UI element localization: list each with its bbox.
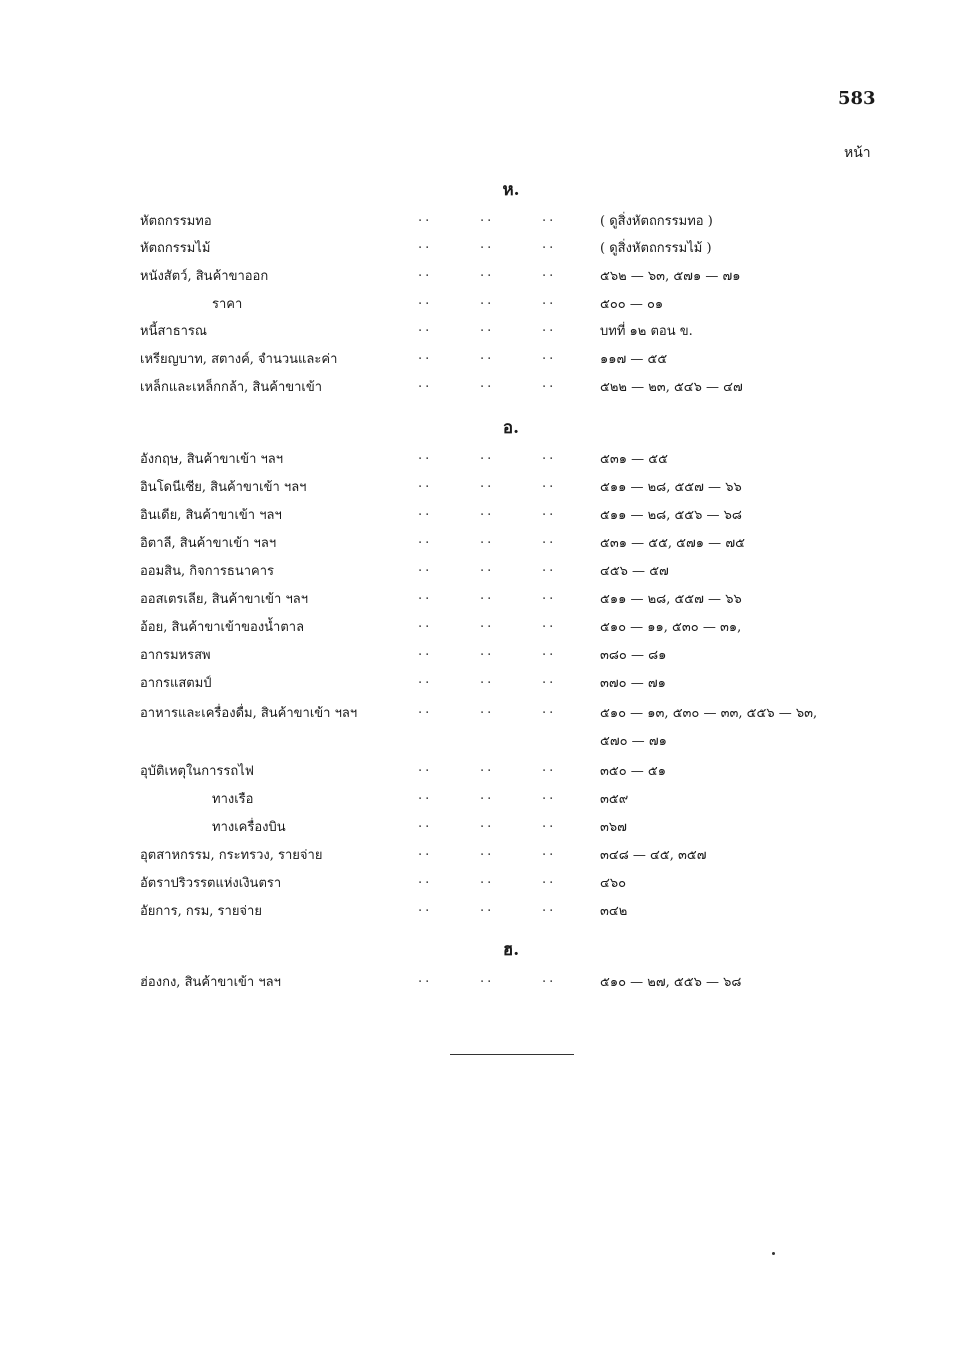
- entry-term: หัตถกรรมไม้: [140, 241, 211, 256]
- index-entry: [0, 788, 966, 814]
- index-entry: [0, 844, 966, 870]
- dot-leader: ..: [480, 616, 495, 631]
- dot-leader: ..: [542, 844, 557, 859]
- dot-leader: ..: [542, 816, 557, 831]
- index-entry: [0, 504, 966, 530]
- dot-leader: ..: [542, 760, 557, 775]
- entry-pages: ๕๑๐ — ๑๑, ๕๓๐ — ๓๑,: [600, 620, 742, 635]
- dot-leader: ..: [418, 900, 433, 915]
- index-entry: [0, 971, 966, 997]
- entry-pages: ๕๗๐ — ๗๑: [600, 734, 667, 749]
- dot-leader: ..: [418, 788, 433, 803]
- entry-term: อากรแสตมป์: [140, 676, 212, 691]
- entry-term: หนังสัตว์, สินค้าขาออก: [140, 269, 269, 284]
- dot-leader: ..: [480, 560, 495, 575]
- entry-pages: ๕๐๐ — ๐๑: [600, 297, 664, 312]
- index-entry: [0, 320, 966, 346]
- entry-pages: ๓๔๒: [600, 904, 628, 919]
- dot-leader: ..: [418, 644, 433, 659]
- dot-leader: ..: [480, 532, 495, 547]
- entry-pages: ๑๑๗ — ๕๕: [600, 352, 668, 367]
- entry-term: อินเดีย, สินค้าขาเข้า ฯลฯ: [140, 508, 282, 523]
- dot-leader: ..: [542, 504, 557, 519]
- dot-leader: ..: [480, 971, 495, 986]
- dot-leader: ..: [418, 376, 433, 391]
- index-entry: [0, 348, 966, 374]
- dot-leader: ..: [480, 844, 495, 859]
- entry-pages: ๓๗๐ — ๗๑: [600, 676, 666, 691]
- dot-leader: ..: [542, 971, 557, 986]
- dot-leader: ..: [542, 560, 557, 575]
- entry-term: อังกฤษ, สินค้าขาเข้า ฯลฯ: [140, 452, 284, 467]
- dot-leader: ..: [480, 788, 495, 803]
- dot-leader: ..: [418, 844, 433, 859]
- entry-pages: ๕๓๑ — ๕๕: [600, 452, 668, 467]
- entry-pages: ( ดูสิ่งหัตถกรรมทอ ): [600, 214, 713, 229]
- entry-term: ราคา: [212, 297, 243, 312]
- entry-term: เหล็กและเหล็กกล้า, สินค้าขาเข้า: [140, 380, 323, 395]
- index-entry: [0, 872, 966, 898]
- index-entry: [0, 702, 966, 728]
- dot-leader: ..: [542, 644, 557, 659]
- dot-leader: ..: [542, 448, 557, 463]
- dot-leader: ..: [480, 872, 495, 887]
- dot-leader: ..: [418, 672, 433, 687]
- page-label: หน้า: [844, 145, 871, 161]
- dot-leader: ..: [480, 448, 495, 463]
- dot-leader: ..: [480, 320, 495, 335]
- entry-pages: ๕๑๑ — ๒๘, ๕๕๖ — ๖๘: [600, 508, 742, 523]
- entry-term: เหรียญบาท, สตางค์, จำนวนและค่า: [140, 352, 338, 367]
- dot-leader: ..: [480, 644, 495, 659]
- dot-leader: ..: [480, 265, 495, 280]
- entry-pages: ๓๕๐ — ๕๑: [600, 764, 667, 779]
- dot-leader: ..: [542, 376, 557, 391]
- end-rule: [450, 1054, 574, 1055]
- dot-leader: ..: [480, 702, 495, 717]
- entry-term: อากรมหรสพ: [140, 648, 211, 663]
- entry-term: อาหารและเครื่องดื่ม, สินค้าขาเข้า ฯลฯ: [140, 706, 358, 721]
- dot-leader: ..: [542, 320, 557, 335]
- section-header-h: ห.: [502, 180, 520, 200]
- dot-leader: ..: [542, 588, 557, 603]
- index-entry: [0, 816, 966, 842]
- speck-mark: [772, 1252, 775, 1255]
- dot-leader: ..: [542, 265, 557, 280]
- dot-leader: ..: [480, 293, 495, 308]
- dot-leader: ..: [542, 210, 557, 225]
- entry-pages: บทที่ ๑๒ ตอน ข.: [600, 324, 693, 339]
- dot-leader: ..: [480, 588, 495, 603]
- dot-leader: ..: [418, 448, 433, 463]
- dot-leader: ..: [542, 348, 557, 363]
- index-entry: [0, 376, 966, 402]
- index-entry: [0, 560, 966, 586]
- index-entry: [0, 237, 966, 263]
- index-entry: [0, 476, 966, 502]
- dot-leader: ..: [418, 971, 433, 986]
- entry-term: อัตราปริวรรตแห่งเงินตรา: [140, 876, 282, 891]
- index-entry: [0, 588, 966, 614]
- dot-leader: ..: [418, 532, 433, 547]
- entry-term: ออมสิน, กิจการธนาคาร: [140, 564, 275, 579]
- entry-term: อินโดนีเซีย, สินค้าขาเข้า ฯลฯ: [140, 480, 307, 495]
- index-entry: [0, 730, 966, 756]
- dot-leader: ..: [418, 702, 433, 717]
- dot-leader: ..: [418, 816, 433, 831]
- dot-leader: ..: [480, 210, 495, 225]
- dot-leader: ..: [480, 237, 495, 252]
- dot-leader: ..: [480, 760, 495, 775]
- dot-leader: ..: [542, 476, 557, 491]
- dot-leader: ..: [418, 560, 433, 575]
- entry-pages: ๕๑๐ — ๑๓, ๕๓๐ — ๓๓, ๕๕๖ — ๖๓,: [600, 706, 818, 721]
- dot-leader: ..: [542, 237, 557, 252]
- entry-pages: ๕๖๒ — ๖๓, ๕๗๑ — ๗๑: [600, 269, 741, 284]
- dot-leader: ..: [418, 348, 433, 363]
- dot-leader: ..: [418, 588, 433, 603]
- entry-term: ออสเตรเลีย, สินค้าขาเข้า ฯลฯ: [140, 592, 309, 607]
- index-entry: [0, 448, 966, 474]
- dot-leader: ..: [542, 672, 557, 687]
- index-entry: [0, 672, 966, 698]
- entry-term: อ้อย, สินค้าขาเข้าของน้ำตาล: [140, 620, 305, 635]
- dot-leader: ..: [480, 816, 495, 831]
- page-number: 583: [838, 88, 876, 109]
- entry-term: หัตถกรรมทอ: [140, 214, 212, 229]
- entry-pages: ๓๕๙: [600, 792, 629, 807]
- dot-leader: ..: [542, 788, 557, 803]
- dot-leader: ..: [542, 532, 557, 547]
- entry-pages: ๓๘๐ — ๘๑: [600, 648, 667, 663]
- entry-term: อุตสาหกรรม, กระทรวง, รายจ่าย: [140, 848, 323, 863]
- dot-leader: ..: [542, 900, 557, 915]
- index-entry: [0, 532, 966, 558]
- entry-term: ทางเครื่องบิน: [212, 820, 286, 835]
- dot-leader: ..: [480, 348, 495, 363]
- dot-leader: ..: [418, 476, 433, 491]
- dot-leader: ..: [418, 504, 433, 519]
- dot-leader: ..: [418, 293, 433, 308]
- entry-term: อัยการ, กรม, รายจ่าย: [140, 904, 262, 919]
- entry-term: อิตาลี, สินค้าขาเข้า ฯลฯ: [140, 536, 277, 551]
- dot-leader: ..: [542, 293, 557, 308]
- entry-pages: ( ดูสิ่งหัตถกรรมไม้ ): [600, 241, 712, 256]
- section-header-oo: ฮ.: [502, 940, 520, 960]
- dot-leader: ..: [542, 872, 557, 887]
- dot-leader: ..: [480, 900, 495, 915]
- entry-pages: ๕๑๑ — ๒๘, ๕๕๗ — ๖๖: [600, 592, 742, 607]
- dot-leader: ..: [480, 476, 495, 491]
- dot-leader: ..: [418, 210, 433, 225]
- index-entry: [0, 210, 966, 236]
- entry-pages: ๕๓๑ — ๕๕, ๕๗๑ — ๗๕: [600, 536, 745, 551]
- index-entry: [0, 293, 966, 319]
- entry-term: อุบัติเหตุในการรถไฟ: [140, 764, 254, 779]
- dot-leader: ..: [418, 320, 433, 335]
- dot-leader: ..: [418, 616, 433, 631]
- entry-pages: ๔๖๐: [600, 876, 627, 891]
- entry-pages: ๓๖๗: [600, 820, 627, 835]
- index-entry: [0, 616, 966, 642]
- dot-leader: ..: [418, 237, 433, 252]
- dot-leader: ..: [480, 672, 495, 687]
- index-entry: [0, 900, 966, 926]
- dot-leader: ..: [542, 616, 557, 631]
- dot-leader: ..: [480, 504, 495, 519]
- dot-leader: ..: [418, 760, 433, 775]
- index-entry: [0, 644, 966, 670]
- entry-pages: ๔๕๖ — ๕๗: [600, 564, 669, 579]
- dot-leader: ..: [542, 702, 557, 717]
- entry-term: หนี้สาธารณ: [140, 324, 207, 339]
- index-entry: [0, 265, 966, 291]
- entry-term: ฮ่องกง, สินค้าขาเข้า ฯลฯ: [140, 975, 281, 990]
- dot-leader: ..: [418, 265, 433, 280]
- entry-pages: ๓๔๘ — ๔๕, ๓๕๗: [600, 848, 707, 863]
- entry-pages: ๕๒๒ — ๒๓, ๕๔๖ — ๔๗: [600, 380, 743, 395]
- dot-leader: ..: [418, 872, 433, 887]
- dot-leader: ..: [480, 376, 495, 391]
- section-header-o: อ.: [502, 418, 520, 438]
- index-entry: [0, 760, 966, 786]
- entry-pages: ๕๑๑ — ๒๘, ๕๕๗ — ๖๖: [600, 480, 742, 495]
- entry-pages: ๕๑๐ — ๒๗, ๕๕๖ — ๖๘: [600, 975, 742, 990]
- entry-term: ทางเรือ: [212, 792, 254, 807]
